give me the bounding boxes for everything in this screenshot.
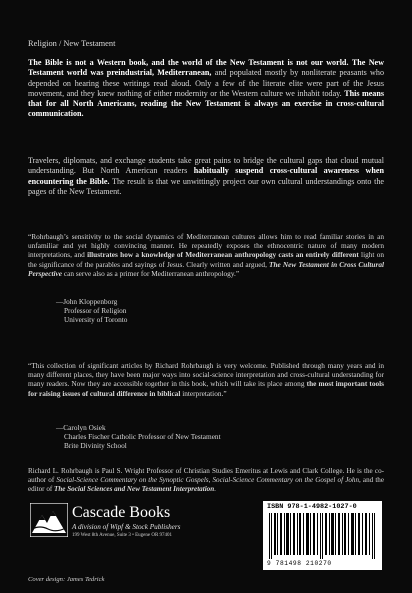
endorsement-quote-1 (28, 232, 384, 278)
quote2-text-2: interpretation.” (182, 388, 227, 398)
publisher-address: 199 West 8th Avenue, Suite 3 • Eugene OR 97401 (72, 533, 173, 538)
para2-bold-1: habitually suspend cross-cultural awareness when encountering the Bible. (28, 166, 384, 186)
second-paragraph (28, 156, 384, 197)
intro-paragraph (28, 58, 384, 120)
endorser-title: Professor of Religion (64, 306, 127, 316)
endorsement-quote-2 (28, 361, 384, 398)
barcode-bars-icon (267, 513, 378, 559)
category-label: Religion / New Testament (28, 39, 116, 48)
endorser-title: Charles Fischer Catholic Professor of New Testament (64, 432, 221, 442)
endorser-name: —John Kloppenborg (56, 297, 118, 306)
endorsement-attribution-1 (56, 297, 127, 325)
quote1-text-3: can serve also as a primer for Mediterranean anthropology.” (63, 268, 240, 278)
quote1-book-title: The New Testament in Cross Cultural Perspective (28, 259, 384, 278)
author-bio (28, 467, 384, 494)
endorsement-attribution-2 (56, 423, 221, 451)
isbn-text: ISBN 978-1-4982-1027-0 (267, 503, 357, 511)
isbn-barcode (263, 501, 382, 570)
quote1-text-2: light on the significance of the parables and sayings of Jesus. Clearly written and argued, (28, 250, 385, 269)
publisher-name: Cascade Books (72, 504, 171, 521)
cover-design-credit: Cover design: James Tedrick (28, 576, 105, 583)
endorser-institution: Brite Divinity School (64, 441, 127, 451)
intro-text-1: and populated mostly by nonliterate peasants who depended on hearing these writings read aloud. Only a few of the literate elite were part of the Jesus movement, and they knew nothing of either modernity or the Western culture we inhabit today. (28, 68, 384, 98)
bio-text-1: Richard L. Rohrbaugh is Paul S. Wright Professor of Christian Studies Emeritus at Lewis and Clark College. He is the co-author of (28, 467, 384, 484)
quote1-bold: illustrates how a knowledge of Mediterranean anthropology casts an entirely different (87, 250, 359, 260)
bio-text-2: , (208, 476, 211, 484)
intro-bold-3: This means that for all North Americans, reading the New Testament is always an exercise in cross-cultural communication. (28, 88, 384, 119)
publisher-logo (30, 503, 225, 565)
intro-bold-1: The Bible is not a Western book, and the world of the New Testament is not our world. (28, 58, 349, 67)
para2-text-1: Travelers, diplomats, and exchange students take great pains to bridge the cultural gaps that cloud mutual understanding. But North American readers (28, 156, 384, 176)
barcode-digits: 9 781498 210270 (267, 560, 332, 567)
endorser-name: —Carolyn Osiek (56, 423, 106, 432)
bio-book-2: Social-Science Commentary on the Gospel of John (212, 476, 359, 484)
intro-bold-2: The New Testament world was preindustrial, Mediterranean, (28, 58, 384, 78)
bio-text-3: , and the editor of (28, 476, 384, 493)
para2-text-2: The result is that we unwittingly project our own cultural understandings onto the pages of the New Testament. (28, 176, 384, 196)
bio-book-1: Social-Science Commentary on the Synoptic Gospels (56, 476, 209, 484)
bio-text-4: . (214, 485, 216, 493)
publisher-division: A division of Wipf & Stock Publishers (72, 523, 181, 531)
cascade-mountain-icon (30, 503, 68, 537)
quote2-text-1: “This collection of significant articles by Richard Rohrbaugh is very welcome. Published through many years and in many different places, they have been major ways into social-science interpretation and cross-cultural understanding for many readers. Now they are accessible together in this book, which will take its place among (28, 361, 384, 389)
quote2-bold: the most important tools for raising issues of cultural difference in biblical (28, 379, 384, 398)
bio-book-3: The Social Sciences and New Testament Interpretation (54, 485, 215, 493)
endorser-institution: University of Toronto (64, 315, 128, 325)
quote1-text-1: “Rohrbaugh’s sensitivity to the social dynamics of Mediterranean cultures allows him to read familiar stories in an unfamiliar and yet highly convincing manner. He repeatedly exposes the ethnocentric nature of many modern interpretations, and (28, 232, 384, 260)
